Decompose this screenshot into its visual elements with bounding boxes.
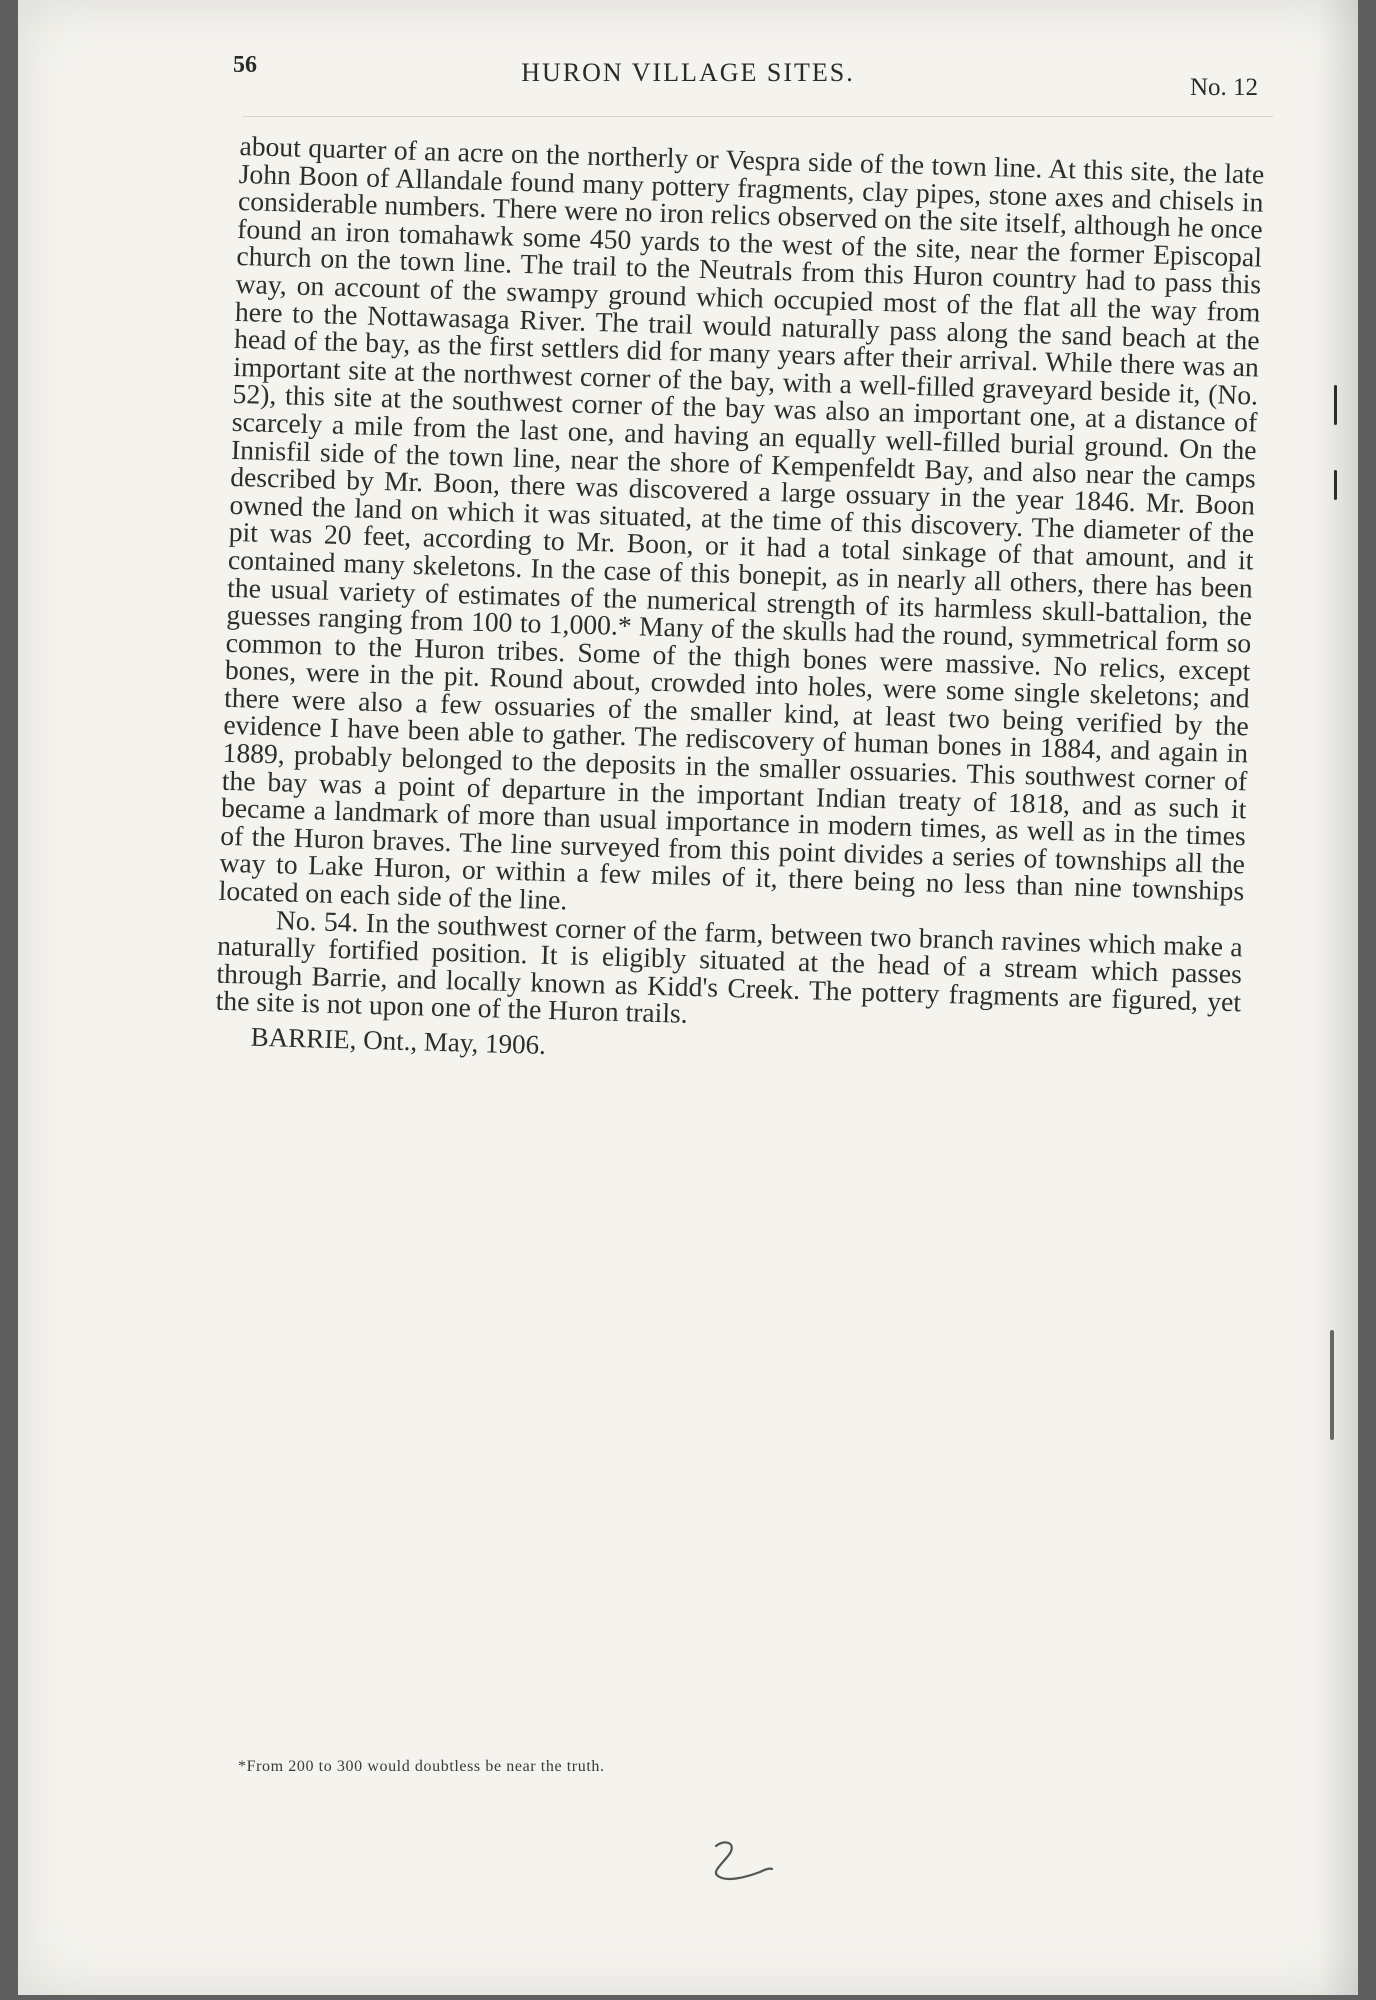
header-rule: [243, 116, 1273, 117]
issue-number: No. 12: [1189, 74, 1258, 101]
body-paragraph: No. 54. In the southwest corner of the farm, between two branch ravines which make a naturally fortified position. It is eligibly situated at the head of a stream which passes through Barrie, and locally known as Kidd's Creek. The pottery fragments are figured, yet the site is not upon one of the Huron trails.: [215, 903, 1244, 1030]
handwritten-mark: [708, 1838, 778, 1888]
body-paragraph: about quarter of an acre on the northerly or Vespra side of the town line. At this site, the late John Boon of Allandale found many pottery fragments, clay pipes, stone axes and chisels in considerable numbers. There were no iron relics observed on the site itself, although he once found an iron tomahawk some 450 yards to the west of the site, near the former Episcopal church on the town line. The trail to the Neutrals from this Huron country had to pass this way, on account of the swampy ground which occupied most of the flat all the way from here to the Nottawasaga River. The trail would naturally pass along the sand beach at the head of the bay, as the first settlers did for many years after their arrival. While there was an important site at the northwest corner of the bay, with a well-filled graveyard beside it, (No. 52), this site at the southwest corner of the bay was also an important one, at a distance of scarcely a mile from the last one, and having an equally well-filled burial ground. On the Innisfil side of the town line, near the shore of Kempenfeldt Bay, and also near the camps described by Mr. Boon, there was discovered a large ossuary in the year 1846. Mr. Boon owned the land on which it was situated, at the time of this discovery. The diameter of the pit was 20 feet, according to Mr. Boon, or it had a total sinkage of that amount, and it contained many skeletons. In the case of this bonepit, as in nearly all others, there has been the usual variety of estimates of the numerical strength of its harmless skull-battalion, the guesses ranging from 100 to 1,000.* Many of the skulls had the round, symmetrical form so common to the Huron tribes. Some of the thigh bones were massive. No relics, except bones, were in the pit. Round about, crowded into holes, were some single skeletons; and there were also a few ossuaries of the smaller kind, at least two being verified by the evidence I have been able to gather. The rediscovery of human bones in 1884, and again in 1889, probably belonged to the deposits in the smaller ossuaries. This southwest corner of the bay was a point of departure in the important Indian treaty of 1818, and as such it became a landmark of more than usual importance in modern times, as well as in the times of the Huron braves. The line surveyed from this point divides a series of townships all the way to Lake Huron, or within a few miles of it, there being no less than nine townships located on each side of the line.: [218, 130, 1265, 916]
body-text: [214, 132, 1264, 1079]
document-page: [18, 0, 1358, 1995]
signoff: BARRIE, Ont., May, 1906.: [250, 1021, 547, 1060]
page-number: 56: [233, 52, 257, 78]
gutter-shadow: [1318, 0, 1358, 1995]
footnote: *From 200 to 300 would doubtless be near the truth.: [238, 1758, 605, 1775]
page-header: [18, 52, 1358, 112]
running-title: HURON VILLAGE SITES.: [521, 58, 855, 87]
